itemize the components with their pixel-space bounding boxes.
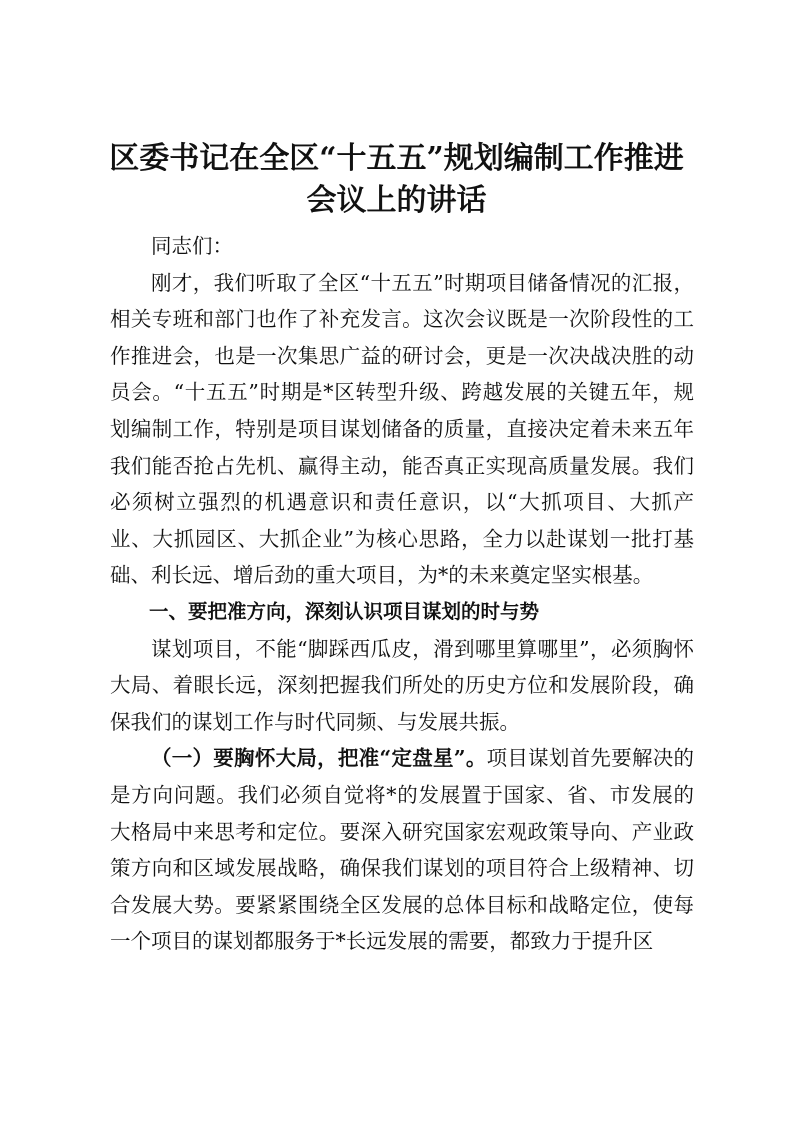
salutation: 同志们： (151, 234, 233, 258)
paragraph-intro: 刚才，我们听取了全区“十五五”时期项目储备情况的汇报，相关专班和部门也作了补充发言。这次会议既是一次阶段性的工作推进会，也是一次集思广益的研讨会，更是一次决战决胜的动员会。“十五五”时期是*区转型升级、跨越发展的关键五年，规划编制工作，特别是项目谋划储备的质量，直接决定着未来五年我们能否抢占先机、赢得主动，能否真正实现高质量发展。我们必须树立强烈的机遇意识和责任意识，以“大抓项目、大抓产业、大抓园区、大抓企业”为核心思路，全力以赴谋划一批打基础、利长远、增后劲的重大项目，为*的未来奠定坚实根基。 (110, 270, 694, 588)
document-title-line-1: 区委书记在全区“十五五”规划编制工作推进 (109, 141, 684, 176)
document-title-line-2: 会议上的讲话 (306, 183, 487, 218)
document-body (110, 228, 694, 960)
paragraph-subsection-1 (110, 740, 694, 960)
subsection-1-heading: （一）要胸怀大局，把准“定盘星”。 (151, 746, 487, 771)
paragraph-section-1: 谋划项目，不能“脚踩西瓜皮，滑到哪里算哪里”，必须胸怀大局、着眼长远，深刻把握我们所处的历史方位和发展阶段，确保我们的谋划工作与时代同频、与发展共振。 (110, 636, 694, 734)
section-heading-1: 一、要把准方向，深刻认识项目谋划的时与势 (149, 599, 540, 623)
subsection-1-text: 项目谋划首先要解决的是方向问题。我们必须自觉将*的发展置于国家、省、市发展的大格局中来思考和定位。要深入研究国家宏观政策导向、产业政策方向和区域发展战略，确保我们谋划的项目符合上级精神、切合发展大势。要紧紧围绕全区发展的总体目标和战略定位，使每一个项目的谋划都服务于*长远发展的需要，都致力于提升区 (110, 746, 694, 954)
